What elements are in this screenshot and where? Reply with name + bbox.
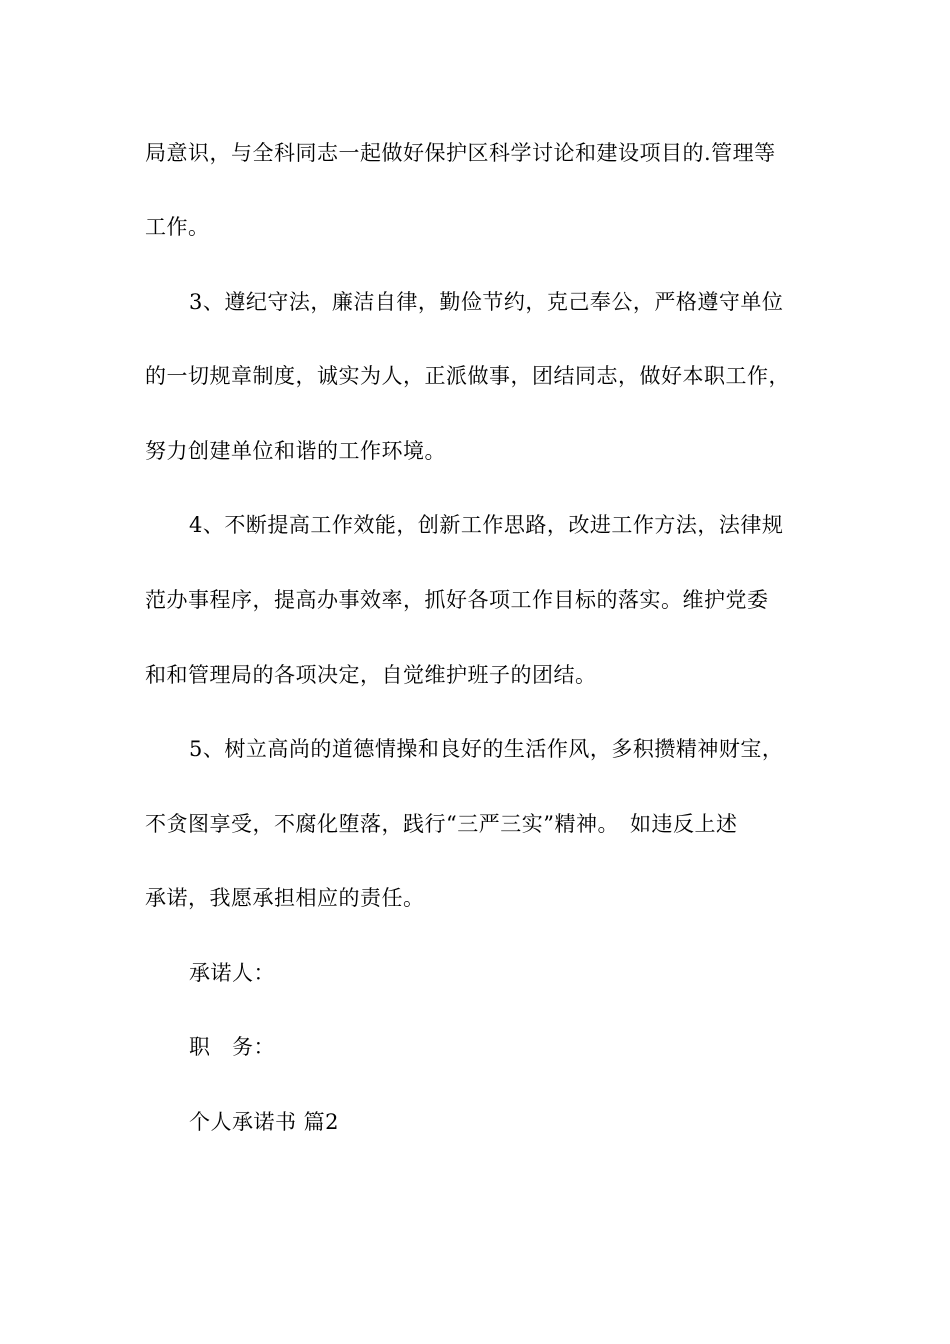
paragraph-2-line-end: 局意识，与全科同志一起做好保护区科学讨论和建设项目的.管理等: [145, 141, 776, 165]
item-4-line-1: 4、不断提高工作效能，创新工作思路，改进工作方法，法律规: [189, 513, 784, 537]
item-4-line-3: 和和管理局的各项决定，自觉维护班子的团结。: [145, 663, 597, 687]
item-5-line-2: 不贪图享受，不腐化堕落，践行“三严三实”精神。 如违反上述: [145, 812, 738, 836]
item-5-line-3: 承诺，我愿承担相应的责任。: [145, 886, 425, 910]
promisor-label: 承诺人：: [189, 961, 275, 985]
item-5-line-1: 5、树立高尚的道德情操和良好的生活作风，多积攒精神财宝，: [189, 737, 784, 761]
section-title: 个人承诺书 篇2: [189, 1110, 340, 1134]
position-label: 职 务：: [189, 1035, 275, 1059]
item-3-line-2: 的一切规章制度，诚实为人，正派做事，团结同志，做好本职工作，: [145, 364, 790, 388]
item-4-line-2: 范办事程序，提高办事效率，抓好各项工作目标的落实。维护党委: [145, 588, 769, 612]
item-3-line-1: 3、遵纪守法，廉洁自律，勤俭节约，克己奉公，严格遵守单位: [189, 290, 784, 314]
item-3-line-3: 努力创建单位和谐的工作环境。: [145, 439, 446, 463]
paragraph-2-line-last: 工作。: [145, 215, 210, 239]
